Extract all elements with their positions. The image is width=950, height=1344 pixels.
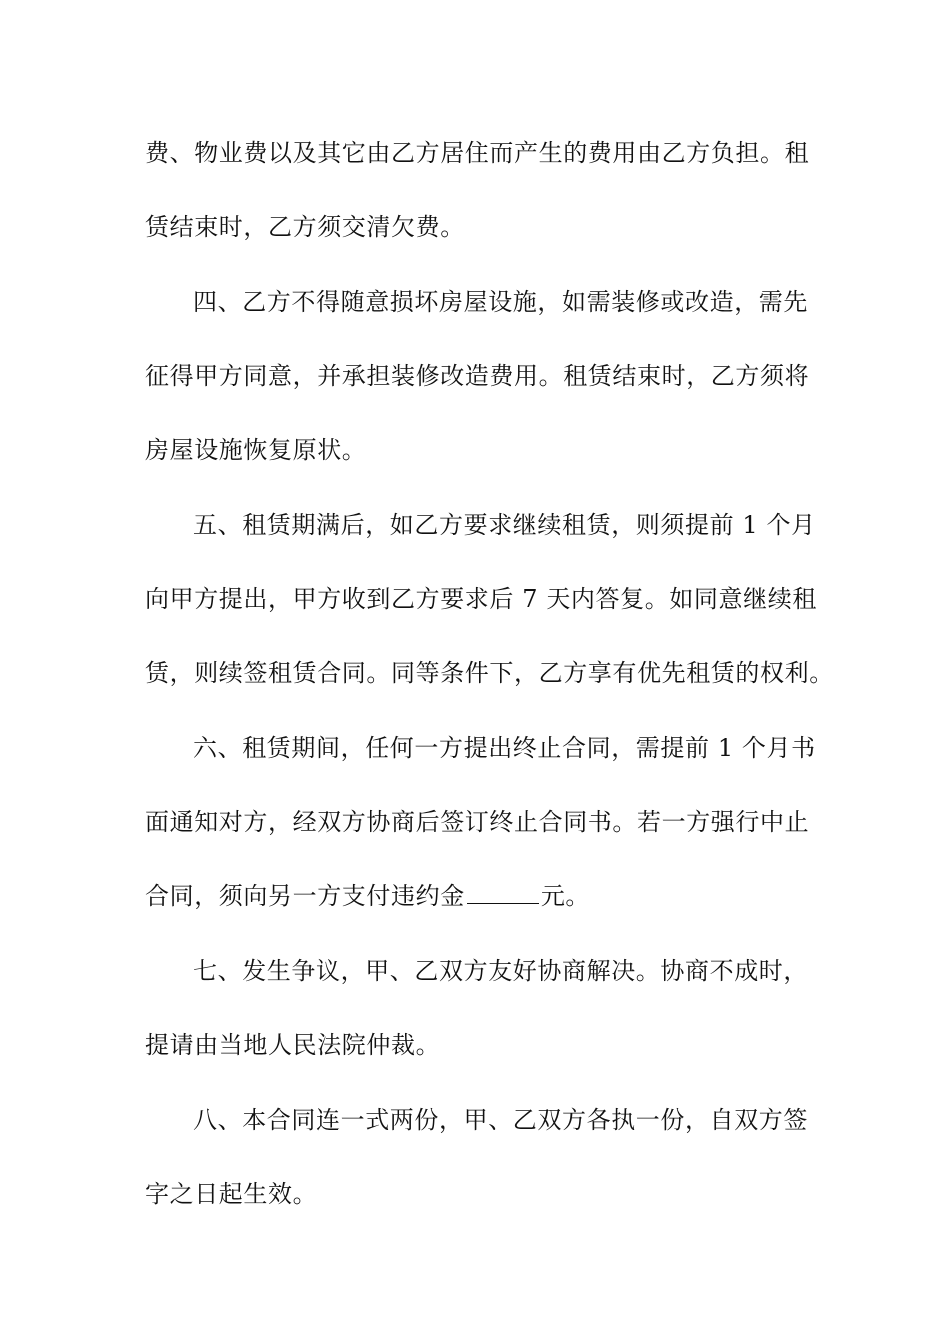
currency-unit: 元。 — [540, 882, 591, 910]
text-line: 向甲方提出，甲方收到乙方要求后 7 天内答复。如同意继续租 — [145, 585, 817, 613]
text-line-with-blank — [145, 876, 805, 916]
text-line: 赁，则续签租赁合同。同等条件下，乙方享有优先租赁的权利。 — [145, 659, 834, 687]
text-line: 提请由当地人民法院仲裁。 — [145, 1031, 441, 1059]
text-line: 赁结束时，乙方须交清欠费。 — [145, 213, 465, 241]
paragraph-4-line-1: 四、乙方不得随意损坏房屋设施，如需装修或改造，需先 — [193, 288, 808, 316]
penalty-clause-text: 合同，须向另一方支付违约金 — [145, 882, 465, 910]
text-line: 面通知对方，经双方协商后签订终止合同书。若一方强行中止 — [145, 808, 810, 836]
text-line: 房屋设施恢复原状。 — [145, 436, 367, 464]
paragraph-6-line-1: 六、租赁期间，任何一方提出终止合同，需提前 1 个月书 — [193, 734, 816, 762]
paragraph-5-line-1: 五、租赁期满后，如乙方要求继续租赁，则须提前 1 个月 — [193, 511, 816, 539]
text-line: 征得甲方同意，并承担装修改造费用。租赁结束时，乙方须将 — [145, 362, 810, 390]
paragraph-7-line-1: 七、发生争议，甲、乙双方友好协商解决。协商不成时， — [193, 957, 808, 985]
text-line: 费、物业费以及其它由乙方居住而产生的费用由乙方负担。租 — [145, 139, 810, 167]
penalty-amount-blank — [467, 879, 539, 904]
text-line: 字之日起生效。 — [145, 1180, 318, 1208]
paragraph-8-line-1: 八、本合同连一式两份，甲、乙双方各执一份，自双方签 — [193, 1106, 808, 1134]
